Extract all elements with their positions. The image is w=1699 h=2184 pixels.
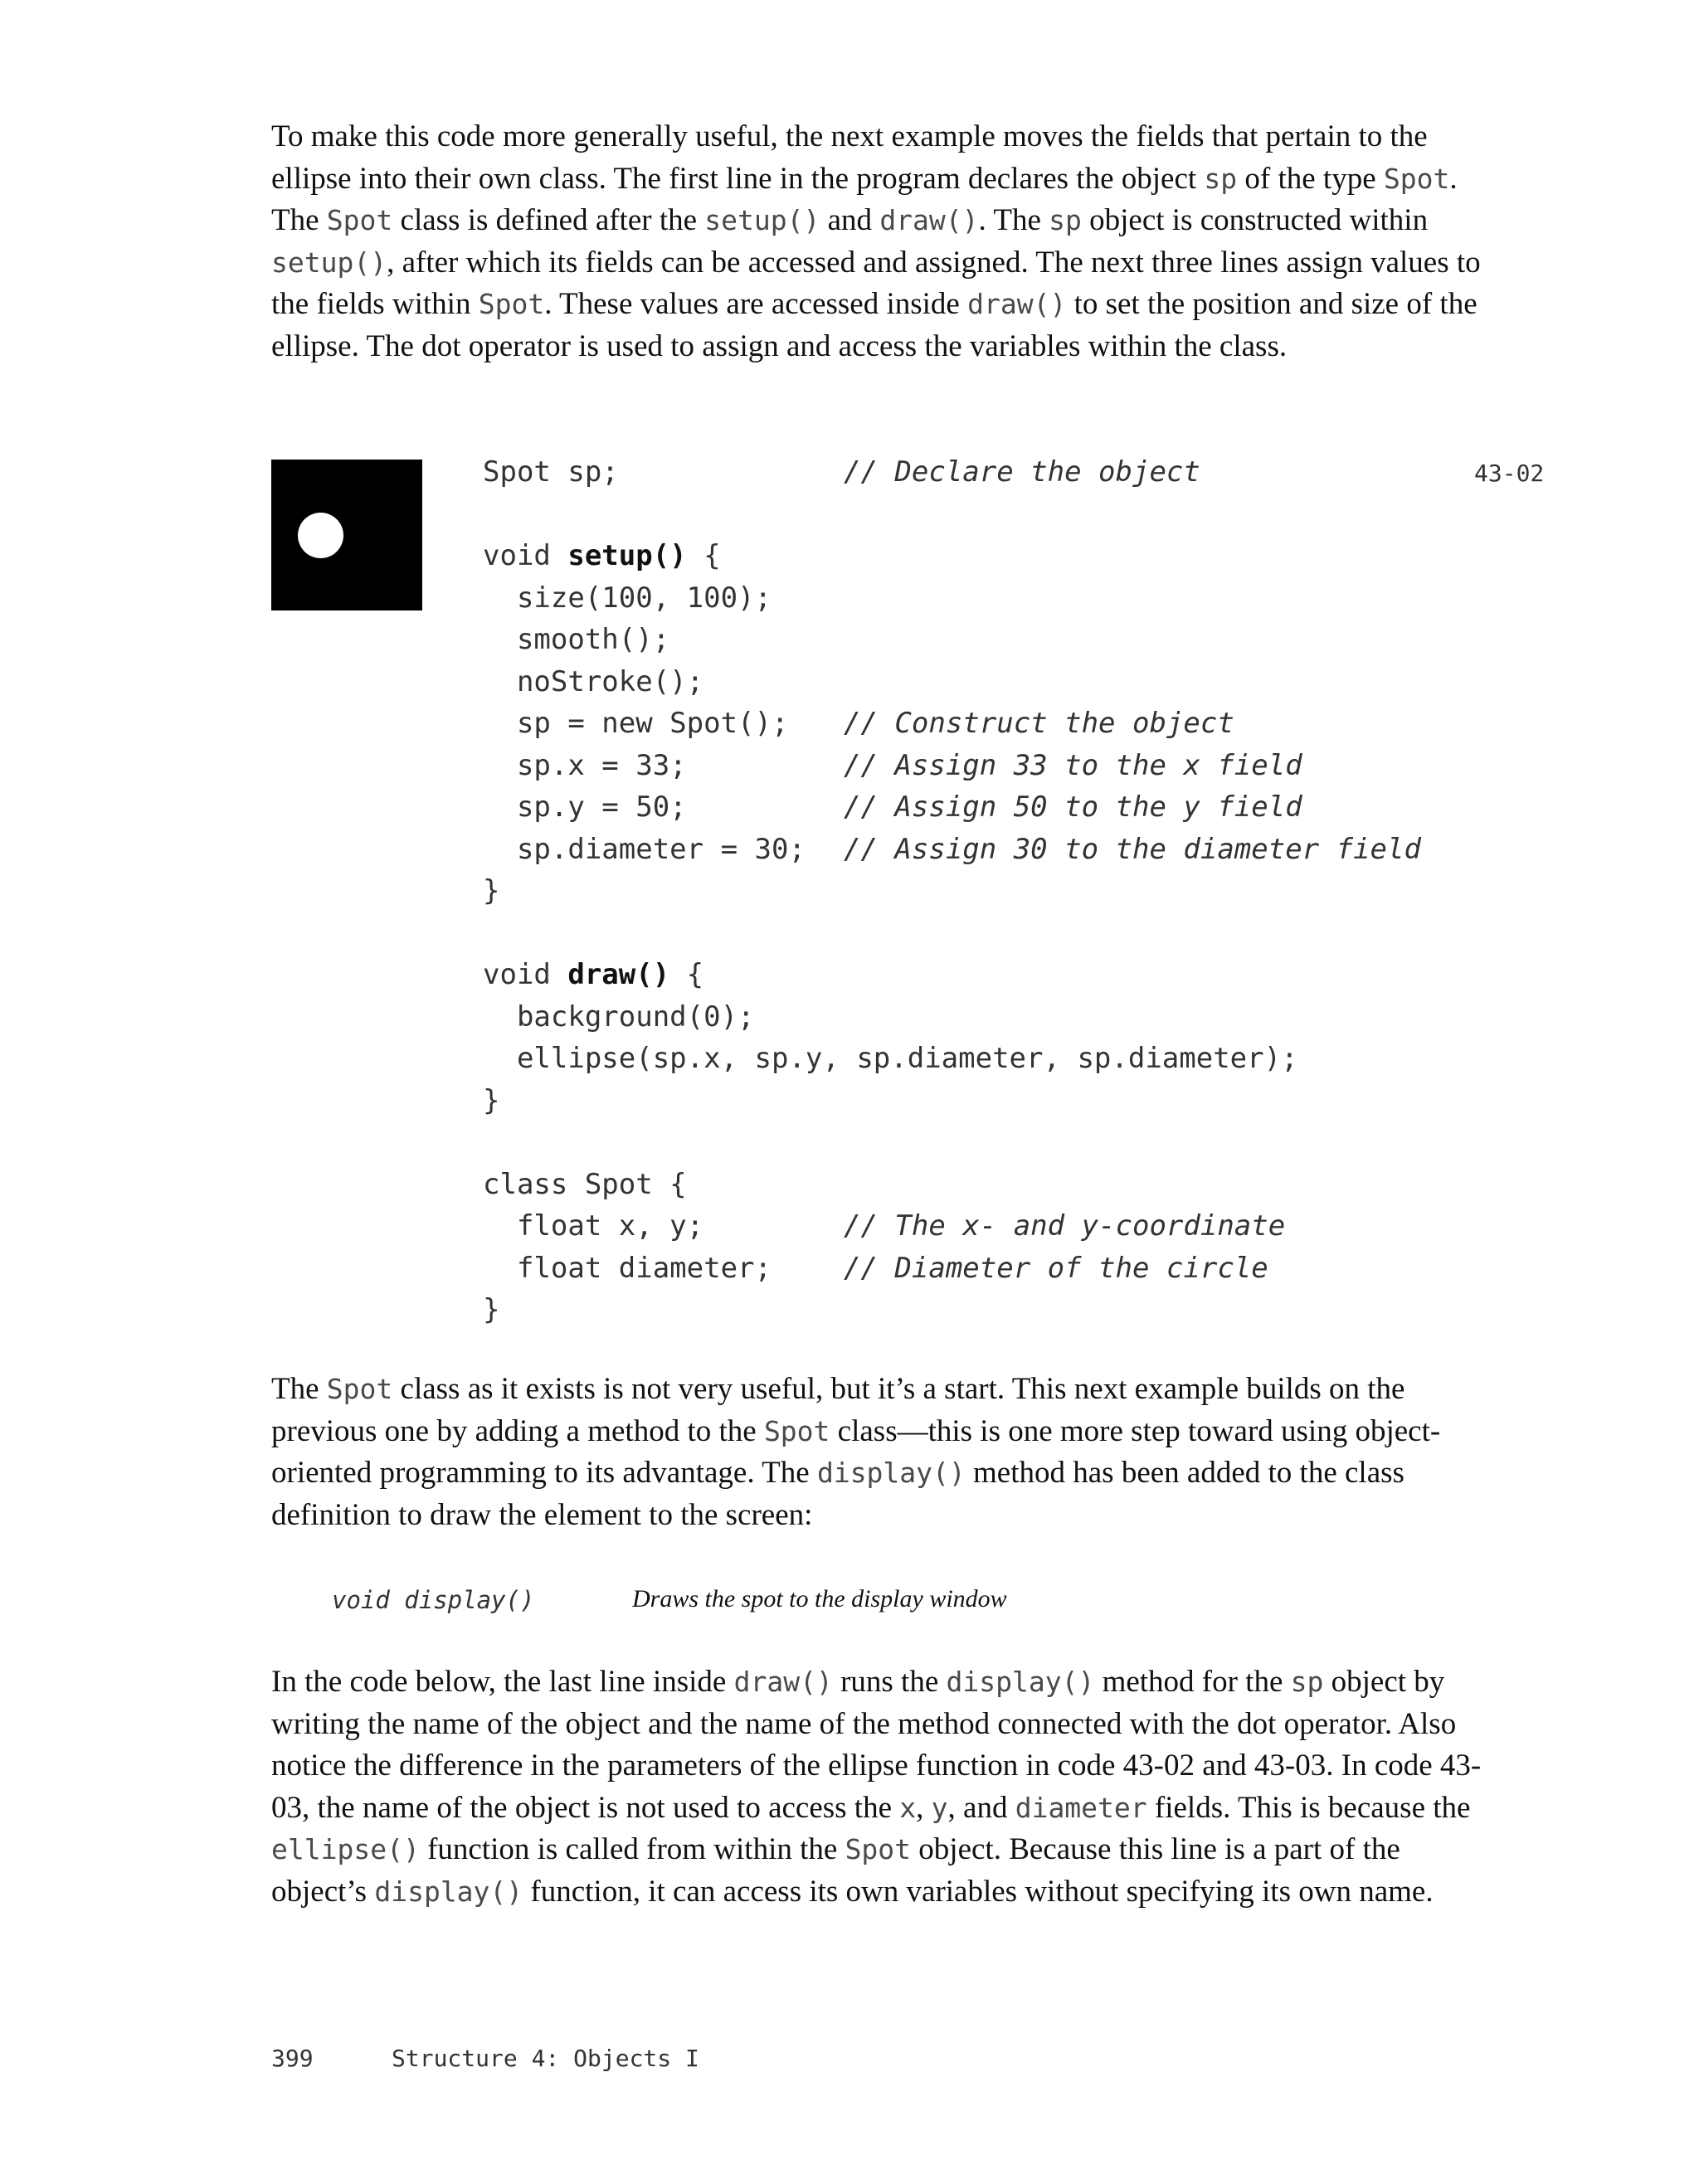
code-comment: // Declare the object (844, 455, 1200, 489)
text-run: fields. This is because the (1146, 1790, 1471, 1825)
inline-code: sp (1204, 162, 1238, 195)
code-line (483, 996, 1421, 1038)
inline-code: display() (374, 1875, 523, 1908)
inline-code: Spot (478, 288, 545, 320)
method-description: Draws the spot to the display window (632, 1585, 1007, 1612)
code-line (483, 494, 1421, 536)
text-run: In the code below, the last line inside (271, 1665, 734, 1699)
inline-code: draw() (967, 288, 1067, 320)
text-run: object is constructed within (1081, 203, 1429, 237)
inline-code: y (931, 1791, 948, 1824)
code-line (483, 1121, 1421, 1164)
text-run: , and (947, 1790, 1015, 1825)
text-run: , after which its fields can be accessed and assigned. The next three lines assign values to the fields within (271, 245, 1481, 321)
code-line (483, 577, 1421, 620)
white-circle-shape (298, 513, 343, 558)
code-text: sp.x = 33; (483, 748, 687, 782)
inline-code: diameter (1015, 1791, 1147, 1824)
code-text: class Spot { (483, 1167, 687, 1201)
code-line (483, 535, 1421, 577)
code-line (483, 661, 1421, 703)
code-brace: { (686, 539, 721, 572)
text-run: runs the (832, 1665, 947, 1699)
text-run: , (916, 1790, 932, 1825)
inline-code: Spot (1383, 162, 1450, 195)
intro-paragraph (271, 116, 1482, 367)
code-line (483, 1289, 1421, 1331)
code-line (483, 1038, 1421, 1080)
inline-code: display() (946, 1666, 1095, 1698)
code-brace: { (669, 958, 704, 991)
code-comment: // Diameter of the circle (844, 1251, 1268, 1285)
text-run: object by writing the name of the object and the name of the method connected with the dot operator. Also notice the difference in the parameters of the ellipse function in code 43-02 and 43-03. In code 43-03, the name of the object is not used to access the (271, 1665, 1482, 1825)
code-text: Spot sp; (483, 455, 619, 489)
page-number: 399 (271, 2045, 314, 2072)
code-line (483, 1164, 1421, 1206)
code-line (483, 1248, 1421, 1290)
code-text: float diameter; (483, 1251, 772, 1285)
code-line (483, 745, 1421, 787)
code-text (483, 954, 844, 996)
text-run: function is called from within the (419, 1832, 845, 1866)
text-run: . These values are accessed inside (544, 287, 968, 321)
code-line (483, 870, 1421, 912)
inline-code: display() (816, 1457, 966, 1489)
text-run: object. Because this line is a part of the object’s (271, 1832, 1400, 1909)
code-comment: // Assign 30 to the diameter field (844, 832, 1421, 866)
text-run: method has been added to the class definition to draw the element to the screen: (271, 1456, 1404, 1532)
code-text: } (483, 874, 500, 907)
code-line (483, 954, 1421, 996)
code-comment: // Construct the object (844, 707, 1234, 740)
code-text: background(0); (483, 1000, 755, 1034)
explanation-paragraph (271, 1661, 1482, 1913)
text-run: class—this is one more step toward using object-oriented programming to its advantage. The (271, 1413, 1441, 1490)
text-run: and (820, 203, 880, 237)
text-run: . The (271, 161, 1458, 237)
text-run: . The (978, 203, 1049, 237)
code-text: ellipse(sp.x, sp.y, sp.diameter, sp.diameter); (483, 1042, 1298, 1075)
inline-code: Spot (763, 1414, 830, 1447)
code-text: } (483, 1293, 500, 1326)
inline-code: setup() (271, 246, 387, 279)
code-text: smooth(); (483, 623, 670, 656)
function-name: draw() (567, 958, 670, 991)
code-keyword: void (483, 958, 568, 991)
inline-code: draw() (879, 204, 979, 236)
inline-code: Spot (326, 1373, 393, 1405)
running-head: Structure 4: Objects I (392, 2045, 699, 2072)
code-line (483, 829, 1421, 871)
code-line (483, 451, 1421, 494)
code-comment: // Assign 50 to the y field (844, 790, 1302, 824)
inline-code: Spot (845, 1833, 912, 1865)
inline-code: x (899, 1791, 917, 1824)
text-run: To make this code more generally useful, the next example moves the fields that pertain to the ellipse into their own class. The first line in the program declares the object (271, 119, 1428, 196)
example-number: 43-02 (1474, 460, 1545, 487)
code-comment: // Assign 33 to the x field (844, 748, 1302, 782)
code-listing (483, 451, 1421, 1331)
code-text: noStroke(); (483, 664, 704, 698)
code-comment: // The x- and y-coordinate (844, 1209, 1286, 1243)
code-text: size(100, 100); (483, 581, 772, 615)
inline-code: draw() (733, 1666, 833, 1698)
inline-code: ellipse() (271, 1833, 420, 1865)
text-run: function, it can access its own variables without specifying its own name. (523, 1874, 1434, 1909)
code-text: sp = new Spot(); (483, 707, 789, 740)
code-text: } (483, 1083, 500, 1117)
inline-code: sp (1049, 204, 1082, 236)
text-run: method for the (1094, 1665, 1291, 1699)
code-line (483, 1205, 1421, 1248)
sketch-output-figure (271, 460, 422, 610)
code-line (483, 703, 1421, 745)
code-line (483, 1080, 1421, 1122)
code-line (483, 619, 1421, 661)
text-run: class as it exists is not very useful, but it’s a start. This next example builds on the previous one by adding a method to the (271, 1372, 1405, 1448)
inline-code: sp (1290, 1666, 1324, 1698)
text-run: of the type (1237, 161, 1384, 196)
code-line (483, 912, 1421, 955)
code-keyword: void (483, 539, 568, 572)
text-run: class is defined after the (392, 203, 705, 237)
inline-code: setup() (704, 204, 820, 236)
code-text (483, 535, 844, 577)
text-run: to set the position and size of the ellipse. The dot operator is used to assign and access the variables within the class. (271, 287, 1477, 363)
code-text: sp.diameter = 30; (483, 832, 806, 866)
code-text: float x, y; (483, 1209, 704, 1243)
method-signature: void display() (332, 1586, 535, 1614)
code-line (483, 786, 1421, 829)
method-intro-paragraph (271, 1369, 1482, 1536)
function-name: setup() (567, 539, 687, 572)
code-text: sp.y = 50; (483, 790, 687, 824)
text-run: The (271, 1372, 327, 1406)
inline-code: Spot (326, 204, 393, 236)
